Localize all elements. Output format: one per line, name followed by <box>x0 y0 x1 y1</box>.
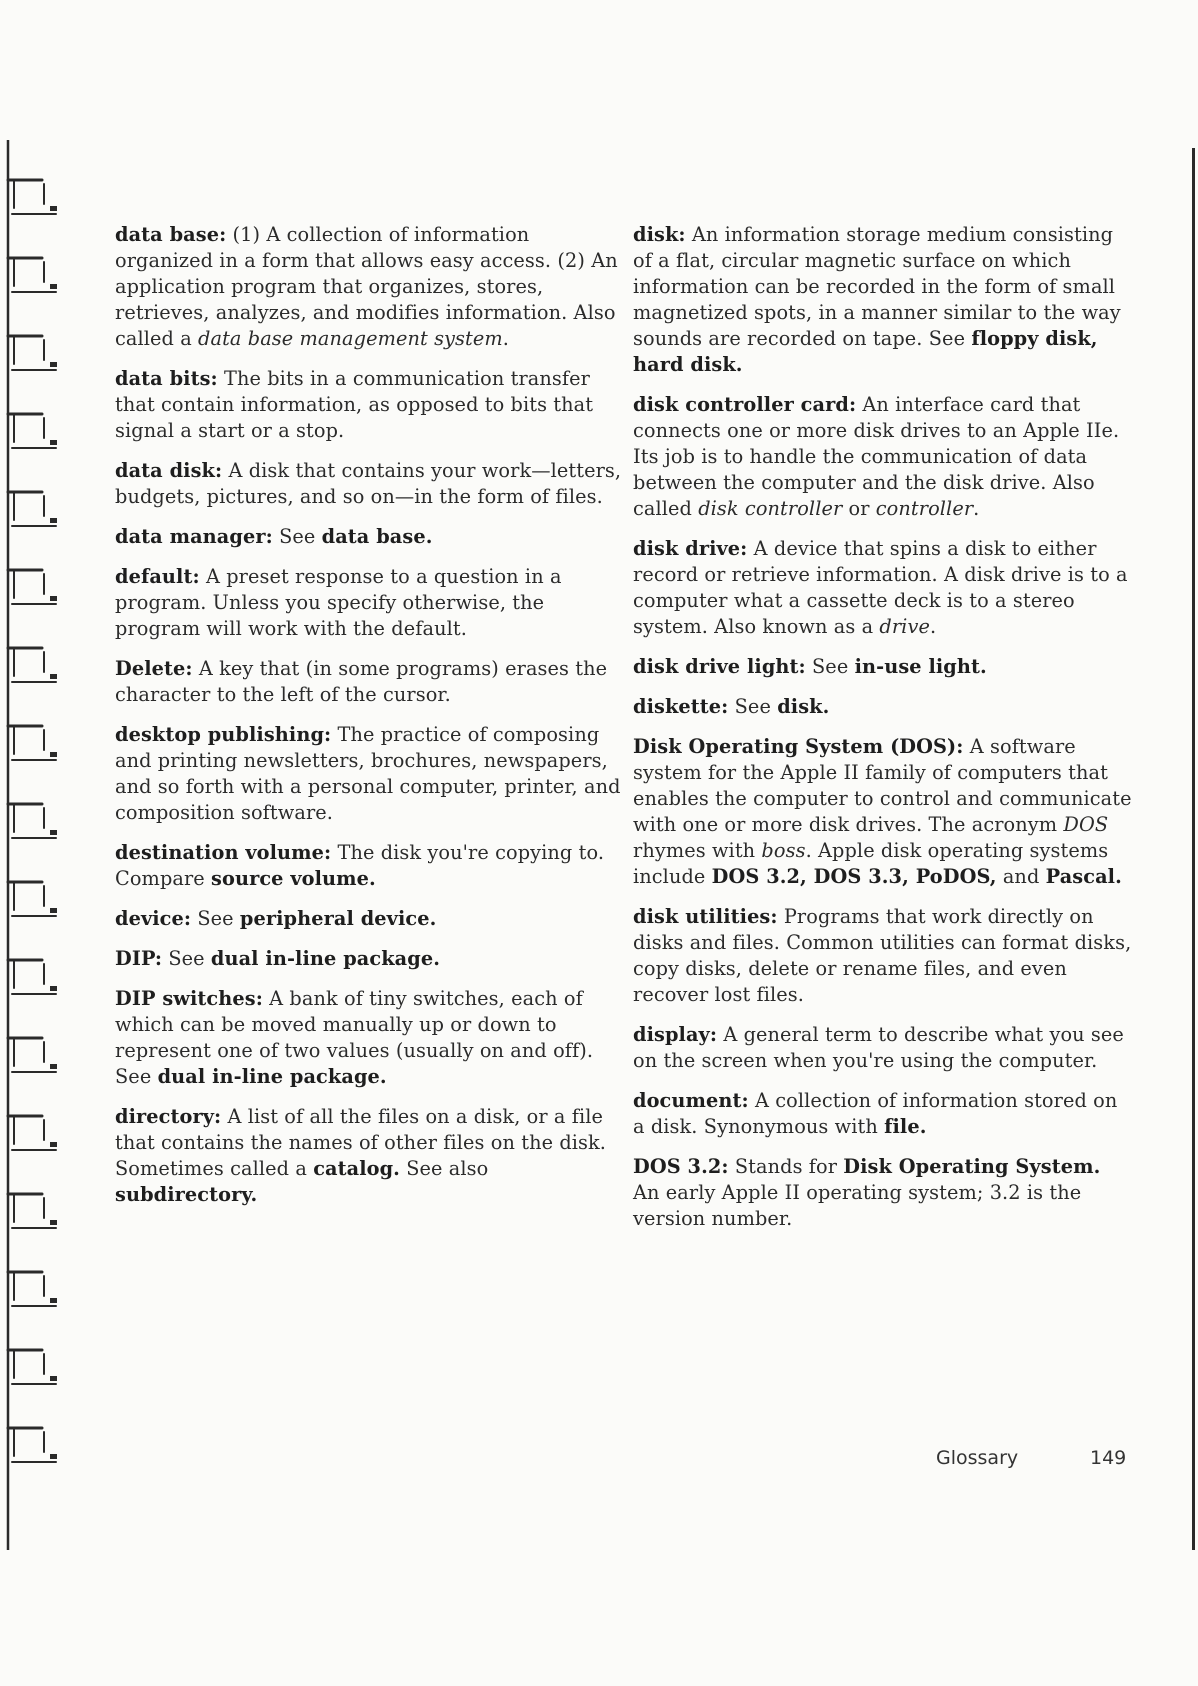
definition-text: A collection of information stored on a disk. Synonymous with <box>633 1089 1118 1138</box>
definition-text: and <box>996 865 1046 888</box>
glossary-term: DIP: <box>115 947 163 970</box>
glossary-column-left <box>115 222 633 1222</box>
glossary-column-right <box>633 222 1133 1246</box>
definition-text: A software system for the Apple II family of computers that enables the computer to control and communicate with one or more disk drives. The acronym <box>633 735 1132 836</box>
glossary-entry <box>115 564 633 642</box>
cross-reference: dual in-line package. <box>157 1065 387 1088</box>
cross-reference: source volume. <box>211 867 376 890</box>
definition-text: A preset response to a question in a program. Unless you specify otherwise, the program will work with the default. <box>115 565 562 640</box>
definition-text: An information storage medium consisting of a flat, circular magnetic surface on which information can be recorded in the form of small magnetized spots, in a manner similar to the way sounds are recorded on tape. See <box>633 223 1121 350</box>
definition-text: . Apple disk operating systems include <box>633 839 1109 888</box>
definition-text: A bank of tiny switches, each of which can be moved manually up or down to represent one of two values (usually on and off). See <box>115 987 594 1088</box>
glossary-entry <box>115 986 633 1090</box>
definition-text: or <box>842 497 876 520</box>
footer-section-label: Glossary <box>936 1447 1019 1469</box>
cross-reference: data base. <box>321 525 433 548</box>
definition-text: A general term to describe what you see on the screen when you're using the computer. <box>633 1023 1124 1072</box>
cross-reference: catalog. <box>313 1157 400 1180</box>
glossary-term: data manager: <box>115 525 273 548</box>
definition-text: A list of all the files on a disk, or a file that contains the names of other files on the disk. Sometimes called a <box>115 1105 607 1180</box>
page-right-edge <box>1192 148 1195 1550</box>
glossary-term: disk drive: <box>633 537 748 560</box>
definition-text: A device that spins a disk to either record or retrieve information. A disk drive is to a computer what a cassette deck is to a stereo system. Also known as a <box>633 537 1128 638</box>
glossary-entry <box>115 946 633 972</box>
glossary-term: destination volume: <box>115 841 332 864</box>
definition-text: A key that (in some programs) erases the character to the left of the cursor. <box>115 657 608 706</box>
glossary-term: DOS 3.2: <box>633 1155 729 1178</box>
glossary-term: disk drive light: <box>633 655 806 678</box>
glossary-term: DIP switches: <box>115 987 263 1010</box>
definition-text: The practice of composing and printing newsletters, brochures, newspapers, and so forth with a personal computer, printer, and composition software. <box>115 723 621 824</box>
glossary-entry <box>633 1154 1133 1232</box>
glossary-entry <box>115 722 633 826</box>
glossary-entry <box>633 392 1133 522</box>
glossary-term: Disk Operating System (DOS): <box>633 735 964 758</box>
glossary-term: data bits: <box>115 367 218 390</box>
page-number: 149 <box>1090 1447 1127 1469</box>
glossary-entry <box>115 458 633 510</box>
definition-text: See <box>168 947 211 970</box>
glossary-term: Delete: <box>115 657 193 680</box>
cross-reference: Disk Operating System. <box>843 1155 1101 1178</box>
glossary-entry <box>115 1104 633 1208</box>
glossary-entry <box>633 694 1133 720</box>
glossary-entry <box>115 656 633 708</box>
glossary-term: data base: <box>115 223 227 246</box>
glossary-entry <box>115 222 633 352</box>
definition-text: See also <box>400 1157 489 1180</box>
definition-text: Stands for <box>734 1155 844 1178</box>
glossary-term: disk controller card: <box>633 393 857 416</box>
definition-text: . <box>502 327 510 350</box>
cross-reference: in-use light. <box>854 655 987 678</box>
definition-text: An interface card that connects one or more disk drives to an Apple IIe. Its job is to handle the communication of data between the computer and the disk drive. Also called <box>633 393 1120 520</box>
cross-reference: disk. <box>777 695 830 718</box>
definition-text: See <box>812 655 855 678</box>
glossary-term: display: <box>633 1023 718 1046</box>
glossary-term: data disk: <box>115 459 223 482</box>
cross-reference: floppy disk, hard disk. <box>633 327 1098 376</box>
italic-term: controller <box>875 497 974 520</box>
glossary-entry <box>633 222 1133 378</box>
glossary-term: document: <box>633 1089 749 1112</box>
definition-text: . <box>973 497 980 520</box>
definition-text: An early Apple II operating system; 3.2 is the version number. <box>633 1181 1082 1230</box>
definition-text: Programs that work directly on disks and files. Common utilities can format disks, copy disks, delete or rename files, and even recover lost files. <box>633 905 1132 1006</box>
glossary-term: desktop publishing: <box>115 723 332 746</box>
cross-reference: Pascal. <box>1045 865 1122 888</box>
definition-text: See <box>734 695 778 718</box>
glossary-entry <box>115 906 633 932</box>
glossary-entry <box>633 1022 1133 1074</box>
cross-reference: DOS 3.2, DOS 3.3, PoDOS, <box>711 865 997 888</box>
glossary-entry <box>115 524 633 550</box>
italic-term: boss <box>761 839 806 862</box>
cross-reference: dual in-line package. <box>210 947 441 970</box>
cross-reference: subdirectory. <box>115 1183 258 1206</box>
glossary-entry <box>115 840 633 892</box>
definition-text: See <box>197 907 240 930</box>
definition-text: . <box>929 615 937 638</box>
cross-reference: peripheral device. <box>239 907 437 930</box>
spiral-binding <box>0 140 70 1550</box>
glossary-term: device: <box>115 907 192 930</box>
italic-term: data base management system <box>198 327 503 350</box>
definition-text: The disk you're copying to. Compare <box>115 841 605 890</box>
definition-text: The bits in a communication transfer that contain information, as opposed to bits that signal a start or a stop. <box>115 367 594 442</box>
cross-reference: file. <box>884 1115 927 1138</box>
glossary-term: disk: <box>633 223 686 246</box>
glossary-term: default: <box>115 565 200 588</box>
glossary-entry <box>633 734 1133 890</box>
definition-text: (1) A collection of information organized in a form that allows easy access. (2) An application program that organizes, stores, retrieves, analyzes, and modifies information. Also called a <box>115 223 618 350</box>
glossary-entry <box>633 904 1133 1008</box>
italic-term: DOS <box>1063 813 1109 836</box>
italic-term: disk controller <box>698 497 843 520</box>
glossary-term: diskette: <box>633 695 729 718</box>
italic-term: drive <box>879 615 930 638</box>
glossary-entry <box>633 536 1133 640</box>
definition-text: A disk that contains your work—letters, budgets, pictures, and so on—in the form of files. <box>115 459 622 508</box>
definition-text: rhymes with <box>633 839 762 862</box>
glossary-entry <box>115 366 633 444</box>
glossary-entry <box>633 654 1133 680</box>
definition-text: See <box>279 525 322 548</box>
glossary-entry <box>633 1088 1133 1140</box>
glossary-term: directory: <box>115 1105 222 1128</box>
glossary-term: disk utilities: <box>633 905 778 928</box>
